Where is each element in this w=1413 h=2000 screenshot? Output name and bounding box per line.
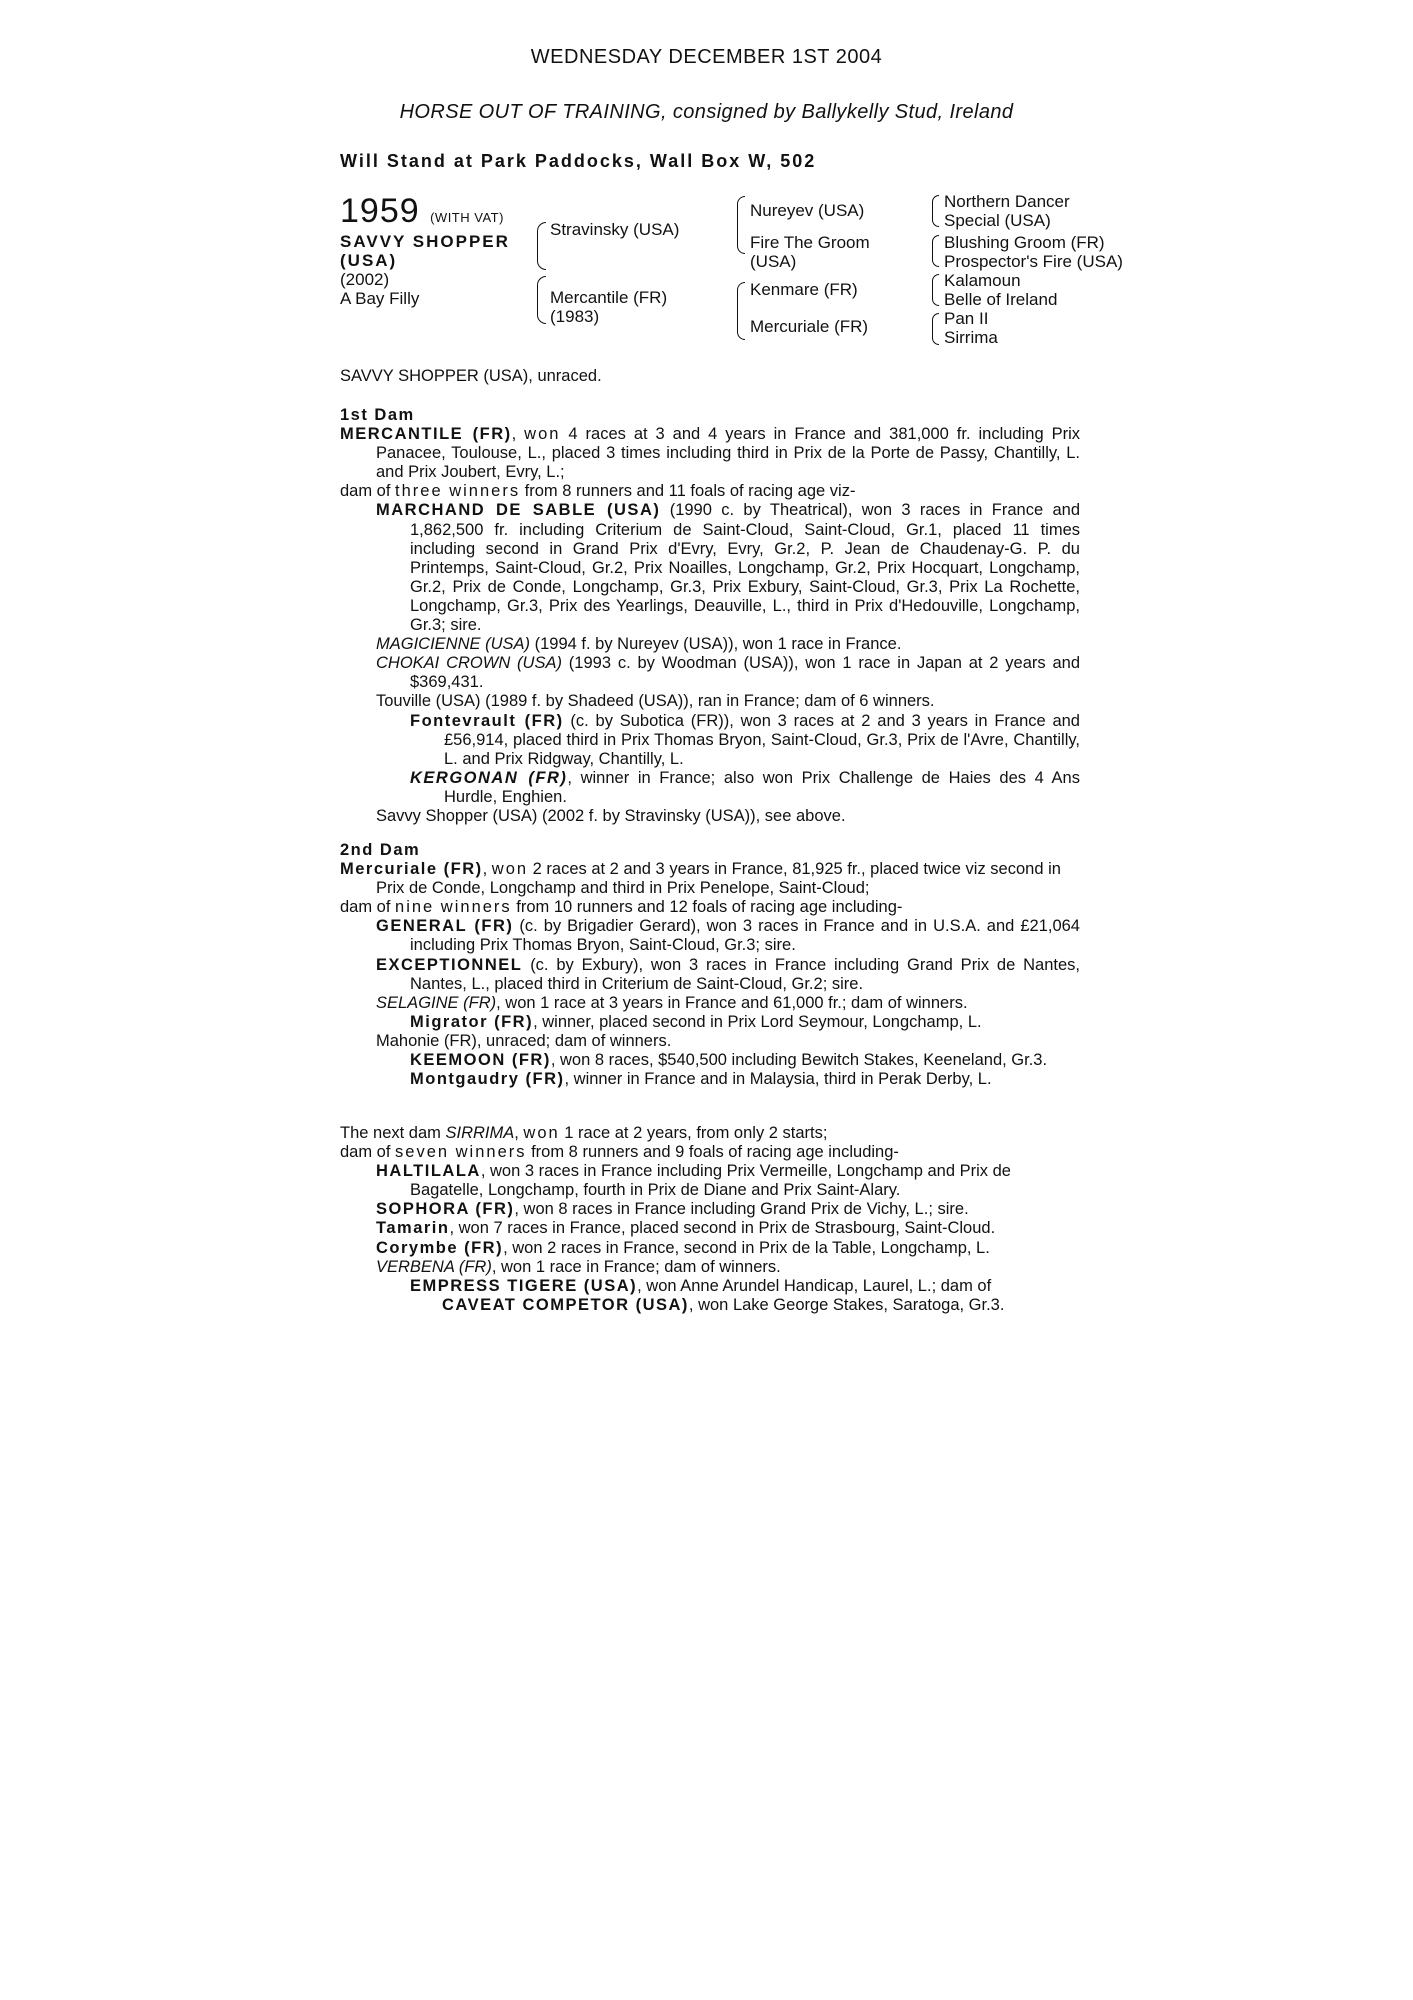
first-dam-section [340,406,1080,826]
gen3-brace-2 [932,235,939,267]
horse-info [340,232,510,308]
pedigree-sire-dam-country: (USA) [750,252,797,271]
sale-date: WEDNESDAY DECEMBER 1ST 2004 [530,46,883,68]
pedigree-gen3-1: Northern Dancer [944,192,1070,211]
produce-entry: Tamarin, won 7 races in France, placed second in Prix de Strasbourg, Saint-Cloud. [376,1219,996,1238]
produce-entry: Mahonie (FR), unraced; dam of winners. [376,1031,672,1050]
second-dam-produce: dam of nine winners from 10 runners and 12 foals of racing age including- [340,898,903,917]
first-dam-winners: three winners [395,482,521,501]
produce-entry: KEEMOON (FR), won 8 races, $540,500 including Bewitch Stakes, Keeneland, Gr.3. [410,1051,1048,1070]
lot-number [340,192,504,231]
produce-entry: Migrator (FR), winner, placed second in Prix Lord Seymour, Longchamp, L. [410,1012,982,1031]
pedigree-gen3-3: Blushing Groom (FR) [944,233,1105,252]
dam-parents-brace [737,282,745,340]
produce-entry: CAVEAT COMPETOR (USA), won Lake George Stakes, Saratoga, Gr.3. [442,1295,1005,1314]
pedigree-gen3-4: Prospector's Fire (USA) [944,252,1123,271]
horse-name-line2: (USA) [340,251,398,270]
lot-number-value: 1959 [340,192,420,230]
produce-entry: EMPRESS TIGERE (USA), won Anne Arundel Handicap, Laurel, L.; dam of [410,1276,992,1295]
dam-brace [537,276,546,324]
produce-entry: SOPHORA (FR), won 8 races in France including Grand Prix de Vichy, L.; sire. [376,1200,969,1219]
pedigree-gen3-5: Kalamoun [944,271,1021,290]
first-dam-text: 4 races at 3 and 4 years in France and 381,000 fr. including Prix Panacee, Toulouse, L., placed 3 times including third in Prix de la Porte de Passy, Chantilly, L. and Prix Joubert, Evry, L.; [376,425,1080,482]
pedigree-gen3-7: Pan II [944,309,989,328]
second-dam-name: Mercuriale (FR) [340,860,483,879]
next-dam-section [340,1124,1080,1315]
pedigree-dam-dam: Mercuriale (FR) [750,317,869,336]
produce-entry: EXCEPTIONNEL (c. by Exbury), won 3 races in France including Grand Prix de Nantes, Nantes, L., placed third in Criterium de Saint-Cloud, Gr.2; sire. [376,955,1080,993]
pedigree-sire-sire: Nureyev (USA) [750,201,865,220]
next-dam-produce: dam of seven winners from 8 runners and 9 foals of racing age including- [340,1143,899,1162]
first-dam-produce: dam of three winners from 8 runners and 11 foals of racing age viz- [340,482,856,501]
produce-entry: Fontevrault (FR) (c. by Subotica (FR)), won 3 races at 2 and 3 years in France and £56,914, placed third in Prix Thomas Bryon, Saint-Cloud, Gr.3, Prix de l'Avre, Chantilly, L. and Prix Ridgway, Chantilly, L. [410,711,1080,768]
pedigree-dam-name: Mercantile (FR) [550,288,668,307]
next-dam-name: SIRRIMA [445,1124,515,1142]
consignment-line: HORSE OUT OF TRAINING, consigned by Ballykelly Stud, Ireland [399,101,1014,123]
pedigree-dam [550,288,667,326]
first-dam-won: won [524,425,561,444]
produce-entry: MARCHAND DE SABLE (USA) (1990 c. by Theatrical), won 3 races in France and 1,862,500 fr. including Criterium de Saint-Cloud, Saint-Cloud, Gr.1, placed 11 times including second in Grand Prix d'Evry, Evry, Gr.2, P. Jean de Chaudenay-G. P. du Printemps, Saint-Cloud, Gr.2, Prix Noailles, Longchamp, Gr.2, Prix Hocquart, Longchamp, Gr.2, Prix de Conde, Longchamp, Gr.3, Prix Exbury, Saint-Cloud, Gr.3, Prix La Rochette, Longchamp, Gr.3, Prix des Yearlings, Deauville, L., third in Prix d'Hedouville, Longchamp, Gr.3; sire. [376,501,1080,635]
produce-entry: Savvy Shopper (USA) (2002 f. by Stravinsky (USA)), see above. [376,806,846,825]
produce-entry: MAGICIENNE (USA) (1994 f. by Nureyev (USA)), won 1 race in France. [376,635,902,654]
produce-entry: GENERAL (FR) (c. by Brigadier Gerard), won 3 races in France and in U.S.A. and £21,064 including Prix Thomas Bryon, Saint-Cloud, Gr.3; sire. [376,917,1080,955]
stand-location: Will Stand at Park Paddocks, Wall Box W, 502 [340,151,817,171]
horse-description: A Bay Filly [340,289,420,308]
produce-entry: VERBENA (FR), won 1 race in France; dam of winners. [376,1257,781,1276]
gen3-brace-1 [932,195,939,227]
first-dam-heading: 1st Dam [340,406,415,424]
produce-entry: Corymbe (FR), won 2 races in France, second in Prix de la Table, Longchamp, L. [376,1238,990,1257]
first-dam-name: MERCANTILE (FR) [340,425,512,444]
produce-entry: Montgaudry (FR), winner in France and in Malaysia, third in Perak Derby, L. [410,1070,992,1089]
next-dam-record: The next dam SIRRIMA, won 1 race at 2 years, from only 2 starts; [340,1124,828,1142]
vat-note: (WITH VAT) [430,210,504,225]
pedigree-dam-year: (1983) [550,307,600,326]
horse-year: (2002) [340,270,390,289]
pedigree-sire-dam-name: Fire The Groom [750,233,870,252]
horse-name-line1: SAVVY SHOPPER [340,232,510,251]
produce-entry: HALTILALA, won 3 races in France including Prix Vermeille, Longchamp and Prix de Bagatelle, Longchamp, fourth in Prix de Diane and Prix Saint-Alary. [376,1162,1011,1200]
produce-entry: KERGONAN (FR), winner in France; also won Prix Challenge de Haies des 4 Ans Hurdle, Enghien. [410,768,1080,806]
produce-entry: SELAGINE (FR), won 1 race at 3 years in France and 61,000 fr.; dam of winners. [376,993,968,1012]
pedigree-gen3-8: Sirrima [944,328,998,347]
pedigree-sire-dam [750,233,870,271]
second-dam-won: won [491,860,529,879]
first-dam-record: MERCANTILE (FR), won 4 races at 3 and 4 years in France and 381,000 fr. including Prix Panacee, Toulouse, L., placed 3 times including third in Prix de la Porte de Passy, Chantilly, L. and Prix Joubert, Evry, L.; [340,425,1080,482]
pedigree-gen3-2: Special (USA) [944,211,1051,230]
sire-parents-brace [737,196,745,254]
second-dam-section [340,841,1080,1089]
sire-brace [537,222,546,270]
second-dam-record: Mercuriale (FR), won 2 races at 2 and 3 years in France, 81,925 fr., placed twice viz second in Prix de Conde, Longchamp and third in Prix Penelope, Saint-Cloud; [340,860,1061,898]
pedigree-gen3-6: Belle of Ireland [944,290,1058,309]
produce-entry: Touville (USA) (1989 f. by Shadeed (USA)), ran in France; dam of 6 winners. [376,692,935,711]
produce-entry: CHOKAI CROWN (USA) (1993 c. by Woodman (USA)), won 1 race in Japan at 2 years and $369,431. [376,654,1081,692]
second-dam-heading: 2nd Dam [340,841,421,859]
gen3-brace-3 [932,274,939,306]
pedigree-sire: Stravinsky (USA) [550,220,680,239]
gen3-brace-4 [932,313,939,345]
horse-summary: SAVVY SHOPPER (USA), unraced. [340,367,602,385]
pedigree-dam-sire: Kenmare (FR) [750,280,858,299]
